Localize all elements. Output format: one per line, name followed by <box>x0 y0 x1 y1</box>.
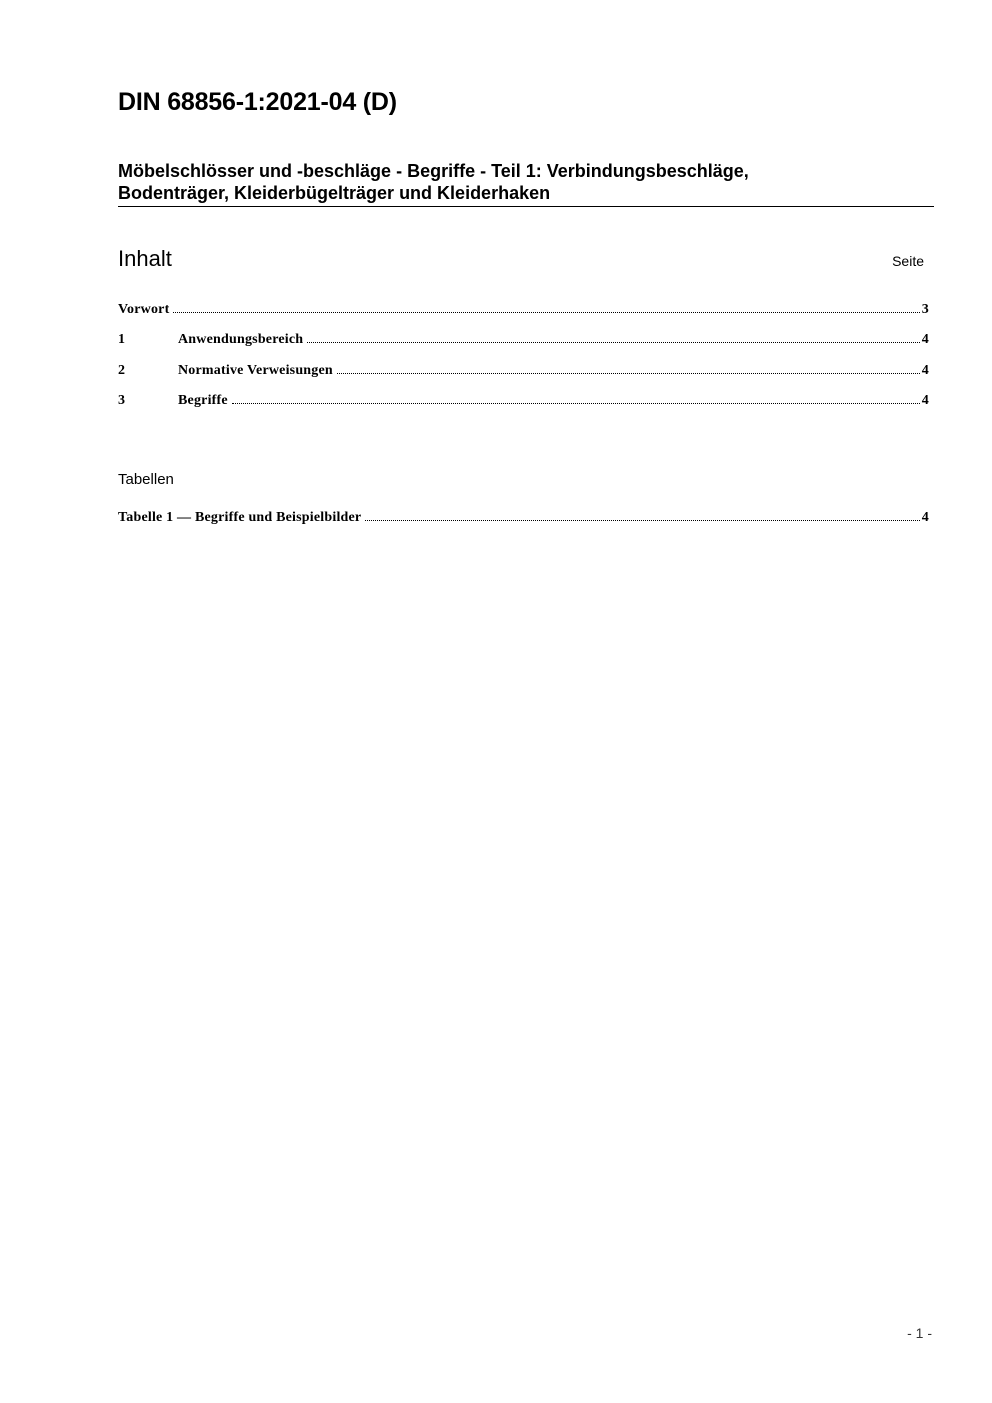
toc-entry-page: 4 <box>921 393 929 408</box>
toc-dot-leader <box>337 372 920 374</box>
toc-entry-number: 3 <box>118 393 126 408</box>
tables-heading: Tabellen <box>118 471 174 488</box>
document-title-line-1: Möbelschlösser und -beschläge - Begriffe - Teil 1: Verbindungsbeschläge, <box>118 161 749 181</box>
toc-entry-text: Anwendungsbereich <box>178 332 304 347</box>
title-divider <box>118 206 934 207</box>
toc-entry-anwendungsbereich[interactable] <box>118 332 929 352</box>
document-id: DIN 68856-1:2021-04 (D) <box>118 88 397 116</box>
toc-entry-text: Vorwort <box>118 302 170 317</box>
toc-dot-leader <box>307 341 920 343</box>
toc-heading: Inhalt <box>118 246 172 271</box>
table-entry-tabelle-1[interactable] <box>118 510 929 530</box>
toc-entry-page: 4 <box>921 332 929 347</box>
toc-entry-number: 2 <box>118 363 126 378</box>
toc-entry-text: Begriffe <box>178 393 228 408</box>
toc-entry-normative-verweisungen[interactable] <box>118 363 929 383</box>
toc-entry-begriffe[interactable] <box>118 393 929 413</box>
document-title <box>118 160 933 204</box>
document-title-line-2: Bodenträger, Kleiderbügelträger und Kleiderhaken <box>118 183 551 203</box>
toc-page-column-label: Seite <box>892 253 924 269</box>
toc-entry-number: 1 <box>118 332 126 347</box>
page-number: - 1 - <box>907 1325 932 1341</box>
toc-entry-vorwort[interactable] <box>118 302 929 322</box>
table-entry-text: Tabelle 1 — Begriffe und Beispielbilder <box>118 510 362 525</box>
toc-entry-page: 3 <box>921 302 929 317</box>
toc-dot-leader <box>232 402 920 404</box>
toc-entry-page: 4 <box>921 363 929 378</box>
table-entry-page: 4 <box>921 510 929 525</box>
toc-entry-text: Normative Verweisungen <box>178 363 333 378</box>
toc-dot-leader <box>365 519 919 521</box>
toc-dot-leader <box>173 311 919 313</box>
